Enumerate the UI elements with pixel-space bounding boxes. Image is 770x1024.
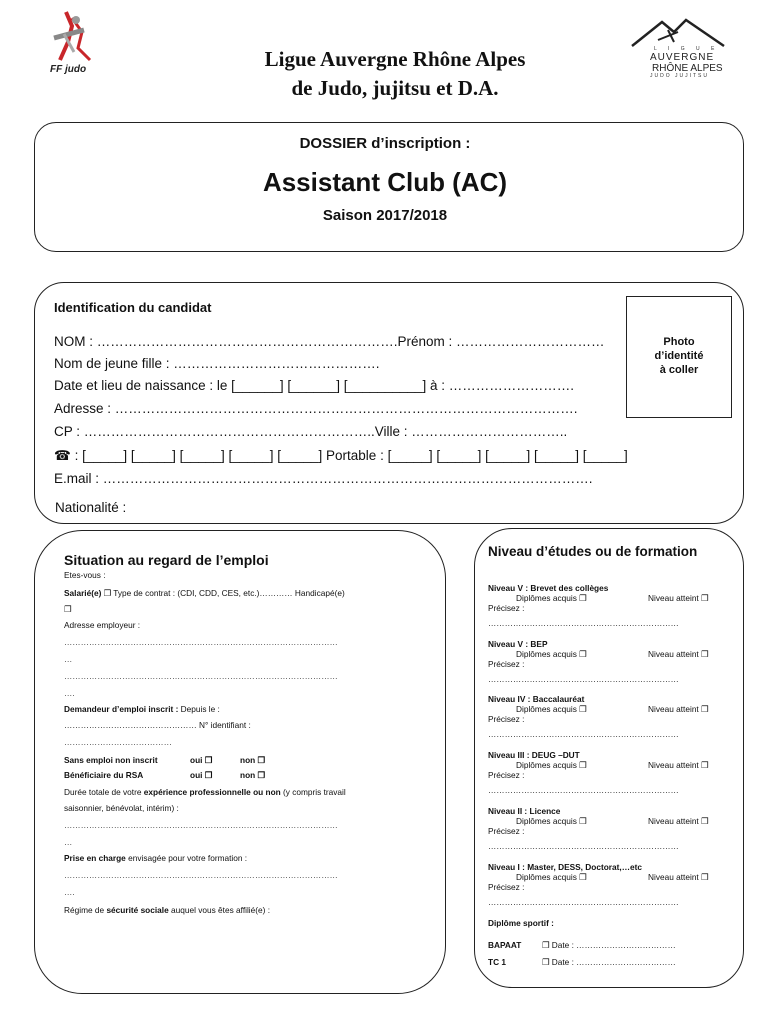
niveau-atteint-checkbox-5[interactable]: Niveau atteint ❐ <box>648 816 709 826</box>
niveau-precisez-4: Précisez : <box>488 770 525 780</box>
niveau-dots-5[interactable]: …………………………………………………………… <box>488 841 679 851</box>
duree-dots-1[interactable]: ……………………………………………………………………………………… <box>64 820 338 830</box>
identifiant-dots[interactable]: ………………………………… <box>64 737 172 747</box>
tc1-label: TC 1 <box>488 957 506 967</box>
niveau-dots-4[interactable]: …………………………………………………………… <box>488 785 679 795</box>
duree-pre: Durée totale de votre <box>64 787 144 797</box>
niveau-diplomes-checkbox-5[interactable]: Diplômes acquis ❐ <box>516 816 587 826</box>
ff-judo-caption: FF judo <box>50 64 87 75</box>
ligue-logo-line3: RHÔNE ALPES <box>652 63 723 74</box>
prise-rest: envisagée pour votre formation : <box>125 853 248 863</box>
employeur-dots-3[interactable]: ……………………………………………………………………………………… <box>64 671 338 681</box>
demandeur-label: Demandeur d’emploi inscrit : <box>64 704 179 714</box>
duree-post: (y compris travail <box>280 787 346 797</box>
niveau-precisez-6: Précisez : <box>488 882 525 892</box>
sans-emploi-label: Sans emploi non inscrit <box>64 755 158 765</box>
niveau-dots-2[interactable]: …………………………………………………………… <box>488 674 679 684</box>
employeur-dots-2: … <box>64 654 73 664</box>
tc1-date[interactable]: ❐ Date : ……………………………… <box>542 957 676 967</box>
prise-dots-1[interactable]: ……………………………………………………………………………………… <box>64 870 338 880</box>
etes-vous-label: Etes-vous : <box>64 570 106 580</box>
sans-emploi-non[interactable]: non ❐ <box>240 755 265 765</box>
jeune-fille-field[interactable]: Nom de jeune fille : ………………………………………. <box>54 356 380 371</box>
rsa-label: Bénéficiaire du RSA <box>64 770 144 780</box>
title-line2: de Judo, jujitsu et D.A. <box>291 76 499 100</box>
niveau-precisez-5: Précisez : <box>488 826 525 836</box>
niveau-atteint-checkbox-3[interactable]: Niveau atteint ❐ <box>648 704 709 714</box>
title-line1: Ligue Auvergne Rhône Alpes <box>264 47 526 71</box>
niveau-dots-3[interactable]: …………………………………………………………… <box>488 729 679 739</box>
adresse-employeur-label: Adresse employeur : <box>64 620 141 630</box>
ligue-logo-line2: AUVERGNE <box>650 52 715 63</box>
emploi-title: Situation au regard de l’emploi <box>64 552 269 568</box>
photo-box[interactable] <box>626 296 732 418</box>
naissance-field[interactable]: Date et lieu de naissance : le [______] [______] [__________] à : ………………………. <box>54 378 575 393</box>
niveau-title: Niveau d’études ou de formation <box>488 544 698 559</box>
niveau-dots-1[interactable]: …………………………………………………………… <box>488 618 679 628</box>
prise-dots-2: …. <box>64 887 75 897</box>
salarie-contract: ❐ Type de contrat : (CDI, CDD, CES, etc.)………… Handicapé(e) <box>101 588 345 598</box>
niveau-precisez-1: Précisez : <box>488 603 525 613</box>
telephone-field[interactable]: ☎ : [_____] [_____] [_____] [_____] [_____] Portable : [_____] [_____] [_____] [_____] [_____] <box>54 448 628 463</box>
dossier-label: DOSSIER d’inscription : <box>299 135 471 152</box>
niveau-atteint-checkbox-1[interactable]: Niveau atteint ❐ <box>648 593 709 603</box>
salarie-label: Salarié(e) <box>64 588 102 598</box>
photo-label-2: d’identité <box>654 350 704 362</box>
demandeur-depuis: Depuis le : <box>178 704 220 714</box>
email-field[interactable]: E.mail : ………………………………………………………………………………………………. <box>54 471 593 486</box>
photo-label-1: Photo <box>663 336 695 348</box>
niveau-atteint-checkbox-2[interactable]: Niveau atteint ❐ <box>648 649 709 659</box>
duree-bold: expérience professionnelle ou non <box>143 787 281 797</box>
demandeur-line[interactable] <box>64 704 220 714</box>
niveau-label-6: Niveau I : Master, DESS, Doctorat,…etc <box>488 862 642 872</box>
handicape-checkbox[interactable]: ❐ <box>64 604 72 614</box>
regime-post: auquel vous êtes affilié(e) : <box>168 905 271 915</box>
niveau-dots-6[interactable]: …………………………………………………………… <box>488 897 679 907</box>
duree-dots-2: … <box>64 837 73 847</box>
salarie-line[interactable] <box>64 588 345 598</box>
rsa-oui[interactable]: oui ❐ <box>190 770 213 780</box>
niveau-diplomes-checkbox-3[interactable]: Diplômes acquis ❐ <box>516 704 587 714</box>
sans-emploi-oui[interactable]: oui ❐ <box>190 755 213 765</box>
niveau-precisez-2: Précisez : <box>488 659 525 669</box>
nom-prenom-field[interactable]: NOM : ………………………………………………………….Prénom : …………………………… <box>54 334 605 349</box>
regime-line[interactable] <box>64 905 270 915</box>
photo-label-3: à coller <box>659 364 699 376</box>
ligue-logo-line4: JUDO JUJITSU <box>650 73 709 79</box>
diplome-sportif-title: Diplôme sportif : <box>488 918 554 928</box>
niveau-diplomes-checkbox-6[interactable]: Diplômes acquis ❐ <box>516 872 587 882</box>
prise-en-charge-line <box>64 853 247 863</box>
niveau-label-2: Niveau V : BEP <box>488 639 548 649</box>
role-title: Assistant Club (AC) <box>262 167 508 197</box>
cp-ville-field[interactable]: CP : ………………………………………………………..Ville : …………………………….. <box>54 424 568 439</box>
niveau-diplomes-checkbox-4[interactable]: Diplômes acquis ❐ <box>516 760 587 770</box>
niveau-label-3: Niveau IV : Baccalauréat <box>488 694 585 704</box>
identifiant-line[interactable]: ………………………………………… N° identifiant : <box>64 720 251 730</box>
regime-bold: sécurité sociale <box>106 905 169 915</box>
niveau-label-4: Niveau III : DEUG –DUT <box>488 750 580 760</box>
niveau-label-1: Niveau V : Brevet des collèges <box>488 583 609 593</box>
rsa-non[interactable]: non ❐ <box>240 770 265 780</box>
niveau-atteint-checkbox-4[interactable]: Niveau atteint ❐ <box>648 760 709 770</box>
ligue-logo-line1: L I G U E <box>654 46 720 52</box>
adresse-field[interactable]: Adresse : …………………………………………………………………………………………. <box>54 401 578 416</box>
bapaat-label: BAPAAT <box>488 940 522 950</box>
niveau-atteint-checkbox-6[interactable]: Niveau atteint ❐ <box>648 872 709 882</box>
employeur-dots-1[interactable]: ……………………………………………………………………………………… <box>64 637 338 647</box>
duree-line2: saisonnier, bénévolat, intérim) : <box>64 803 179 813</box>
duree-line <box>64 787 346 797</box>
identification-title: Identification du candidat <box>54 300 212 315</box>
niveau-label-5: Niveau II : Licence <box>488 806 561 816</box>
bapaat-date[interactable]: ❐ Date : ……………………………… <box>542 940 676 950</box>
regime-pre: Régime de <box>64 905 107 915</box>
nationalite-field[interactable]: Nationalité : <box>55 500 127 515</box>
niveau-diplomes-checkbox-1[interactable]: Diplômes acquis ❐ <box>516 593 587 603</box>
season-label: Saison 2017/2018 <box>322 207 448 224</box>
niveau-diplomes-checkbox-2[interactable]: Diplômes acquis ❐ <box>516 649 587 659</box>
prise-bold: Prise en charge <box>64 853 126 863</box>
employeur-dots-4: …. <box>64 688 75 698</box>
niveau-precisez-3: Précisez : <box>488 714 525 724</box>
